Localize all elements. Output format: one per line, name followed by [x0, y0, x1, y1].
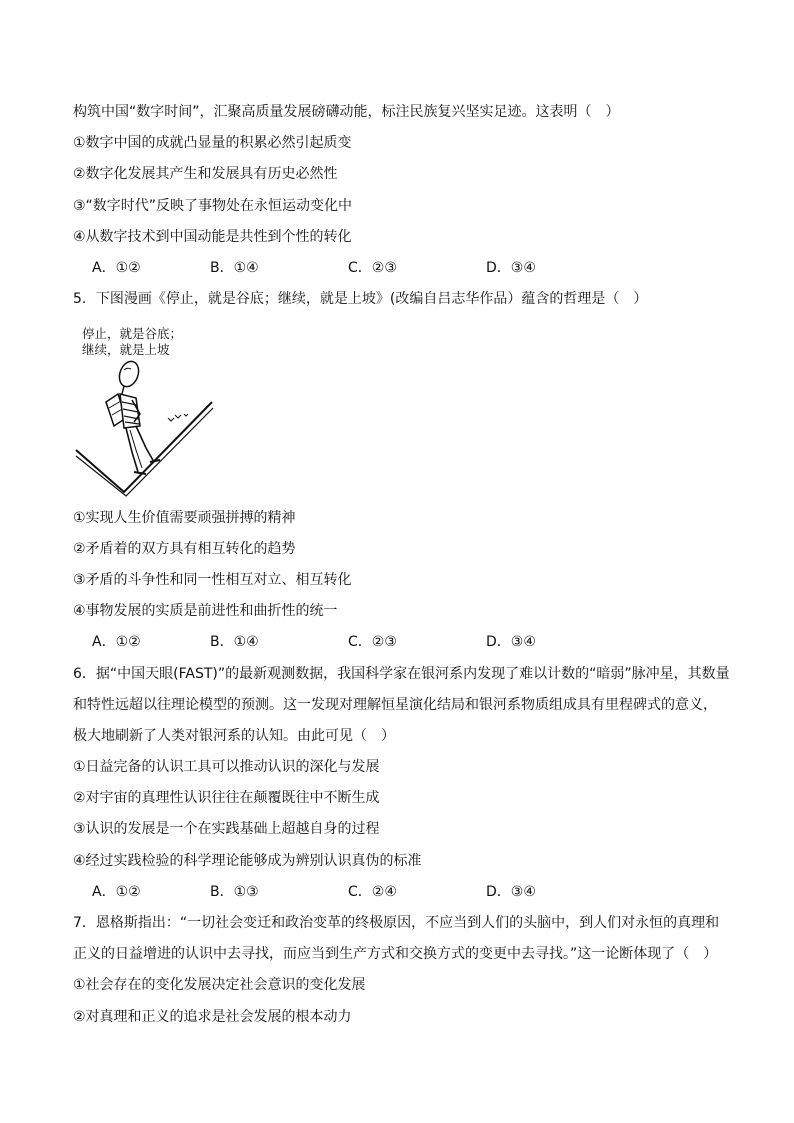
q4-statement-2: ②数字化发展其产生和发展具有历史必然性 — [73, 166, 338, 182]
q5-cartoon — [74, 322, 214, 497]
q6-option-b[interactable]: B．①③ — [210, 884, 259, 900]
climbing-man-drawing — [74, 322, 214, 497]
q4-options — [92, 258, 732, 278]
q5-stem: 5．下图漫画《停止，就是谷底；继续，就是上坡》(改编自吕志华作品）蕴含的哲理是（ ） — [73, 291, 648, 307]
q6-option-c[interactable]: C．②④ — [348, 884, 397, 900]
cartoon-caption-line-1: 停止，就是谷底； — [82, 326, 183, 341]
q6-statement-1: ①日益完备的认识工具可以推动认识的深化与发展 — [73, 759, 380, 775]
q6-option-d[interactable]: D．③④ — [486, 884, 536, 900]
cartoon-caption-line-2: 继续，就是上坡 — [82, 342, 170, 357]
q7-statement-1: ①社会存在的变化发展决定社会意识的变化发展 — [73, 977, 366, 993]
q6-statement-4: ④经过实践检验的科学理论能够成为辨别认识真伪的标准 — [73, 853, 422, 869]
q7-statement-2: ②对真理和正义的追求是社会发展的根本动力 — [73, 1009, 352, 1025]
q6-statement-3: ③认识的发展是一个在实践基础上超越自身的过程 — [73, 821, 380, 837]
q6-stem-line-1: 6．据“中国天眼(FAST)”的最新观测数据，我国科学家在银河系内发现了难以计数的“暗弱”脉冲星，其数量 — [73, 666, 730, 682]
q6-stem-line-3: 极大地刷新了人类对银河系的认知。由此可见（ ） — [73, 728, 395, 744]
q5-statement-1: ①实现人生价值需要顽强拼搏的精神 — [73, 510, 296, 526]
q4-statement-1: ①数字中国的成就凸显量的积累必然引起质变 — [73, 135, 352, 151]
q4-option-a[interactable]: A．①② — [92, 260, 141, 276]
q6-statement-2: ②对宇宙的真理性认识往往在颠覆既往中不断生成 — [73, 790, 380, 806]
q7-stem-line-2: 正义的日益增进的认识中去寻找，而应当到生产方式和交换方式的变更中去寻找。”这一论断体现了（ ） — [73, 946, 718, 962]
q5-statement-2: ②矛盾着的双方具有相互转化的趋势 — [73, 541, 296, 557]
q4-stem: 构筑中国“数字时间”，汇聚高质量发展磅礴动能，标注民族复兴坚实足迹。这表明（ ） — [73, 104, 620, 120]
q5-statement-3: ③矛盾的斗争性和同一性相互对立、相互转化 — [73, 572, 352, 588]
q5-option-c[interactable]: C．②③ — [348, 634, 397, 650]
q4-option-c[interactable]: C．②③ — [348, 260, 397, 276]
q5-option-d[interactable]: D．③④ — [486, 634, 536, 650]
q7-stem-line-1: 7．恩格斯指出：“一切社会变迁和政治变革的终极原因，不应当到人们的头脑中，到人们对永恒的真理和 — [73, 915, 720, 931]
q6-option-a[interactable]: A．①② — [92, 884, 141, 900]
q4-option-d[interactable]: D．③④ — [486, 260, 536, 276]
q4-statement-4: ④从数字技术到中国动能是共性到个性的转化 — [73, 229, 352, 245]
q4-option-b[interactable]: B．①④ — [210, 260, 259, 276]
q5-statement-4: ④事物发展的实质是前进性和曲折性的统一 — [73, 603, 338, 619]
q4-statement-3: ③“数字时代”反映了事物处在永恒运动变化中 — [73, 198, 353, 214]
q6-stem-line-2: 和特性远超以往理论模型的预测。这一发现对理解恒星演化结局和银河系物质组成具有里程碑式的意义， — [73, 697, 717, 713]
q5-options — [92, 632, 732, 652]
q5-option-b[interactable]: B．①④ — [210, 634, 259, 650]
q6-options — [92, 882, 732, 902]
q5-option-a[interactable]: A．①② — [92, 634, 141, 650]
